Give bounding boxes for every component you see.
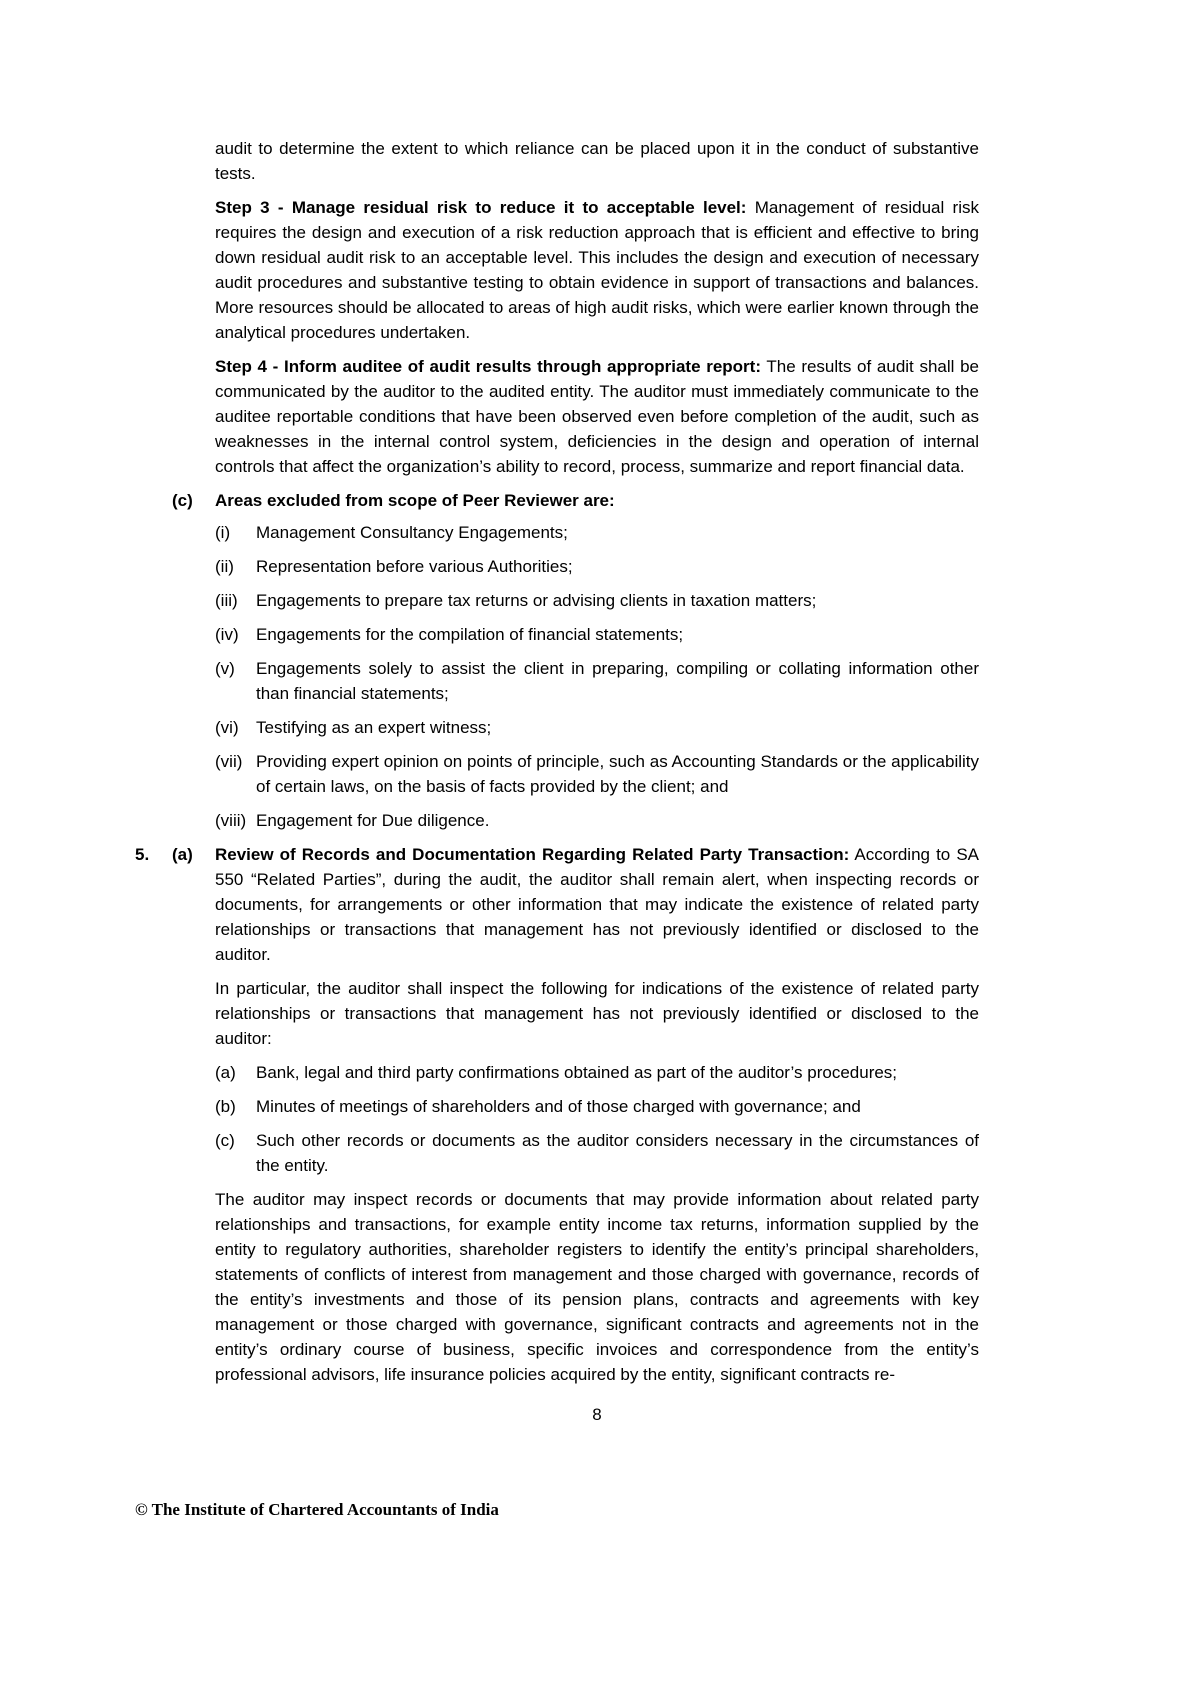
paragraph-inspect	[215, 1187, 979, 1387]
section-5a-text: According to SA 550 “Related Parties”, during the audit, the auditor shall remain alert, when inspecting records or documents, for arrangements or other information that may indicate the existence of related party relationships or transactions that management has not previously identified or disclosed to the auditor.	[215, 845, 979, 964]
list-item-label: (vii)	[215, 752, 243, 771]
step3-text: Management of residual risk requires the design and execution of a risk reduction approach that is efficient and effective to bring down residual audit risk to an acceptable level. This includes the design and execution of necessary audit procedures and substantive testing to obtain evidence in support of transactions and balances. More resources should be allocated to areas of high audit risks, which were earlier known through the analytical procedures undertaken.	[215, 198, 979, 342]
list-item	[215, 520, 979, 545]
list-item	[215, 554, 979, 579]
section-5a	[135, 842, 979, 967]
section-c-label: (c)	[172, 491, 193, 510]
list-item	[215, 1060, 979, 1085]
list-item-label: (c)	[215, 1131, 235, 1150]
list-item	[215, 749, 979, 799]
list-item-text: Engagements to prepare tax returns or advising clients in taxation matters;	[256, 591, 817, 610]
paragraph-step4	[215, 354, 979, 479]
section-c-title: Areas excluded from scope of Peer Reviewer are:	[215, 491, 615, 510]
section-c-heading-row	[172, 488, 979, 513]
list-item-text: Management Consultancy Engagements;	[256, 523, 568, 542]
list-item-label: (iv)	[215, 625, 239, 644]
step4-text: The results of audit shall be communicated by the auditor to the audited entity. The auditor must immediately communicate to the auditee reportable conditions that have been observed even before completion of the audit, such as weaknesses in the internal control system, deficiencies in the design and operation of internal controls that affect the organization’s ability to record, process, summarize and report financial data.	[215, 357, 979, 476]
paragraph-step3	[215, 195, 979, 345]
list-item-text: Such other records or documents as the auditor considers necessary in the circumstances of the entity.	[256, 1131, 979, 1175]
list-item-text: Representation before various Authorities;	[256, 557, 573, 576]
list-item-label: (ii)	[215, 557, 234, 576]
list-item-text: Engagements solely to assist the client in preparing, compiling or collating information other than financial statements;	[256, 659, 979, 703]
list-item	[215, 656, 979, 706]
list-item	[215, 588, 979, 613]
list-item	[215, 622, 979, 647]
list-item	[215, 715, 979, 740]
list-item-text: Minutes of meetings of shareholders and of those charged with governance; and	[256, 1097, 861, 1116]
paragraph-continuation	[215, 136, 979, 186]
list-item-text: Engagements for the compilation of financial statements;	[256, 625, 684, 644]
list-item-label: (vi)	[215, 718, 239, 737]
list-item-label: (i)	[215, 523, 231, 542]
section-5-number: 5.	[135, 845, 150, 864]
step4-heading: Step 4 - Inform auditee of audit results through appropriate report:	[215, 357, 761, 376]
page-number: 8	[592, 1405, 602, 1424]
paragraph-text: In particular, the auditor shall inspect the following for indications of the existence of related party relationships or transactions that management has not previously identified or disclosed to the auditor:	[215, 979, 979, 1048]
list-item	[215, 1094, 979, 1119]
step3-heading: Step 3 - Manage residual risk to reduce it to acceptable level:	[215, 198, 747, 217]
list-item-text: Providing expert opinion on points of principle, such as Accounting Standards or the applicability of certain laws, on the basis of facts provided by the client; and	[256, 752, 979, 796]
list-item	[215, 1128, 979, 1178]
letter-list	[215, 1060, 979, 1178]
list-item	[215, 808, 979, 833]
list-item-text: Testifying as an expert witness;	[256, 718, 492, 737]
paragraph-text: The auditor may inspect records or documents that may provide information about related party relationships and transactions, for example entity income tax returns, information supplied by the entity to regulatory authorities, shareholder registers to identify the entity’s principal shareholders, statements of conflicts of interest from management and those charged with governance, records of the entity’s investments and those of its pension plans, contracts and agreements with key management or those charged with governance, significant contracts and agreements not in the entity’s ordinary course of business, specific invoices and correspondence from the entity’s professional advisors, life insurance policies acquired by the entity, significant contracts re-	[215, 1190, 979, 1384]
section-5a-label: (a)	[172, 845, 193, 864]
roman-list	[215, 520, 979, 833]
list-item-label: (a)	[215, 1063, 236, 1082]
list-item-label: (b)	[215, 1097, 236, 1116]
list-item-label: (v)	[215, 659, 235, 678]
list-item-text: Engagement for Due diligence.	[256, 811, 490, 830]
list-item-text: Bank, legal and third party confirmations obtained as part of the auditor’s procedures;	[256, 1063, 898, 1082]
section-5a-heading: Review of Records and Documentation Regarding Related Party Transaction:	[215, 845, 850, 864]
paragraph-in-particular	[215, 976, 979, 1051]
page-content	[135, 136, 979, 1427]
list-item-label: (iii)	[215, 591, 238, 610]
footer-copyright: © The Institute of Chartered Accountants of India	[135, 1500, 499, 1519]
paragraph-text: audit to determine the extent to which reliance can be placed upon it in the conduct of substantive tests.	[215, 139, 979, 183]
list-item-label: (viii)	[215, 811, 247, 830]
